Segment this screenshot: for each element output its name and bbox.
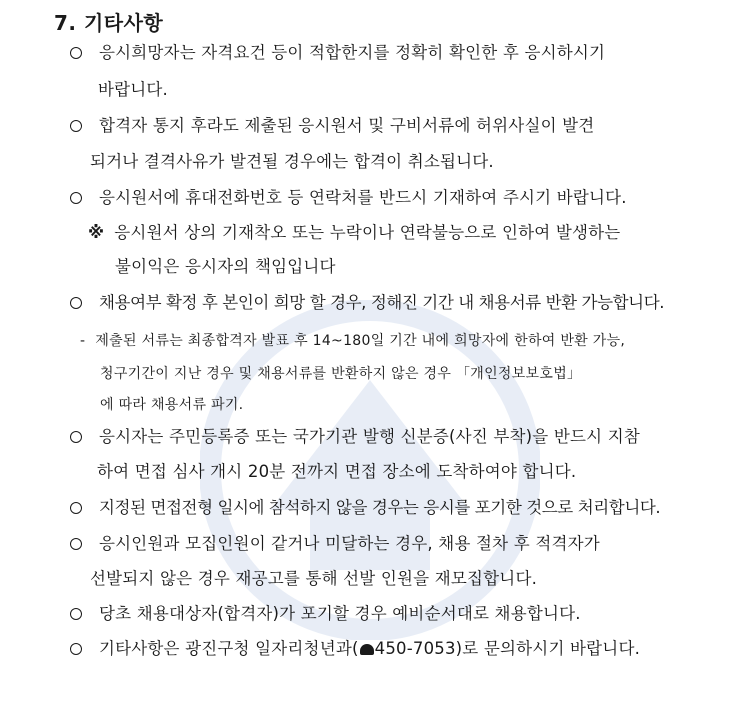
list-item: [70, 115, 594, 137]
circle-bullet-icon: [70, 538, 82, 550]
item-text: 합격자 통지 후라도 제출된 응시원서 및 구비서류에 허위사실이 발견: [99, 116, 595, 135]
item-text: 채용여부 확정 후 본인이 희망 할 경우, 정해진 기간 내 채용서류 반환 가능합니다.: [99, 293, 665, 312]
note-mark-icon: ※: [88, 223, 105, 242]
list-item: [70, 533, 600, 555]
circle-bullet-icon: [70, 47, 82, 59]
sub-item-continuation: 에 따라 채용서류 파기.: [100, 397, 244, 413]
list-item: [70, 426, 640, 448]
sub-item-text: 제출된 서류는 최종합격자 발표 후 14~180일 기간 내에 희망자에 한하여 반환 가능,: [95, 333, 626, 349]
phone-number: 450-7053: [374, 639, 456, 658]
item-continuation: 하여 면접 심사 개시 20분 전까지 면접 장소에 도착하여야 합니다.: [97, 462, 577, 481]
item-text: 지정된 면접전형 일시에 참석하지 않을 경우는 응시를 포기한 것으로 처리합니다.: [99, 498, 661, 517]
circle-bullet-icon: [70, 608, 82, 620]
circle-bullet-icon: [70, 297, 82, 309]
item-text: 응시인원과 모집인원이 같거나 미달하는 경우, 채용 절차 후 적격자가: [99, 534, 600, 553]
sub-item-continuation: 청구기간이 지난 경우 및 채용서류를 반환하지 않은 경우 「개인정보보호법」: [100, 366, 582, 382]
circle-bullet-icon: [70, 120, 82, 132]
item-continuation: 선발되지 않은 경우 재공고를 통해 선발 인원을 재모집합니다.: [90, 569, 538, 588]
item-text: 응시자는 주민등록증 또는 국가기관 발행 신분증(사진 부착)을 반드시 지참: [99, 427, 641, 446]
note-continuation: 불이익은 응시자의 책임입니다: [115, 257, 336, 276]
telephone-icon: [360, 644, 374, 655]
circle-bullet-icon: [70, 431, 82, 443]
item-text: 당초 채용대상자(합격자)가 포기할 경우 예비순서대로 채용합니다.: [99, 604, 581, 623]
sub-item: [80, 330, 625, 352]
list-item: [70, 638, 640, 660]
circle-bullet-icon: [70, 502, 82, 514]
circle-bullet-icon: [70, 643, 82, 655]
section-title: 7. 기타사항: [54, 11, 164, 35]
list-item: [70, 603, 581, 625]
note-item: [88, 222, 620, 244]
list-item: [70, 42, 605, 64]
list-item: [70, 497, 660, 519]
dash-mark: -: [80, 333, 86, 349]
list-item: [70, 292, 664, 314]
item-text: 응시희망자는 자격요건 등이 적합한지를 정확히 확인한 후 응시하시기: [99, 43, 606, 62]
note-text: 응시원서 상의 기재착오 또는 누락이나 연락불능으로 인하여 발생하는: [114, 223, 621, 242]
item-text-suffix: )로 문의하시기 바랍니다.: [455, 639, 641, 658]
list-item: [70, 187, 627, 209]
item-continuation: 바랍니다.: [98, 80, 169, 99]
item-text-prefix: 기타사항은 광진구청 일자리청년과(: [99, 639, 359, 658]
item-text: 응시원서에 휴대전화번호 등 연락처를 반드시 기재하여 주시기 바랍니다.: [99, 188, 627, 207]
item-continuation: 되거나 결격사유가 발견될 경우에는 합격이 취소됩니다.: [90, 152, 494, 171]
circle-bullet-icon: [70, 192, 82, 204]
